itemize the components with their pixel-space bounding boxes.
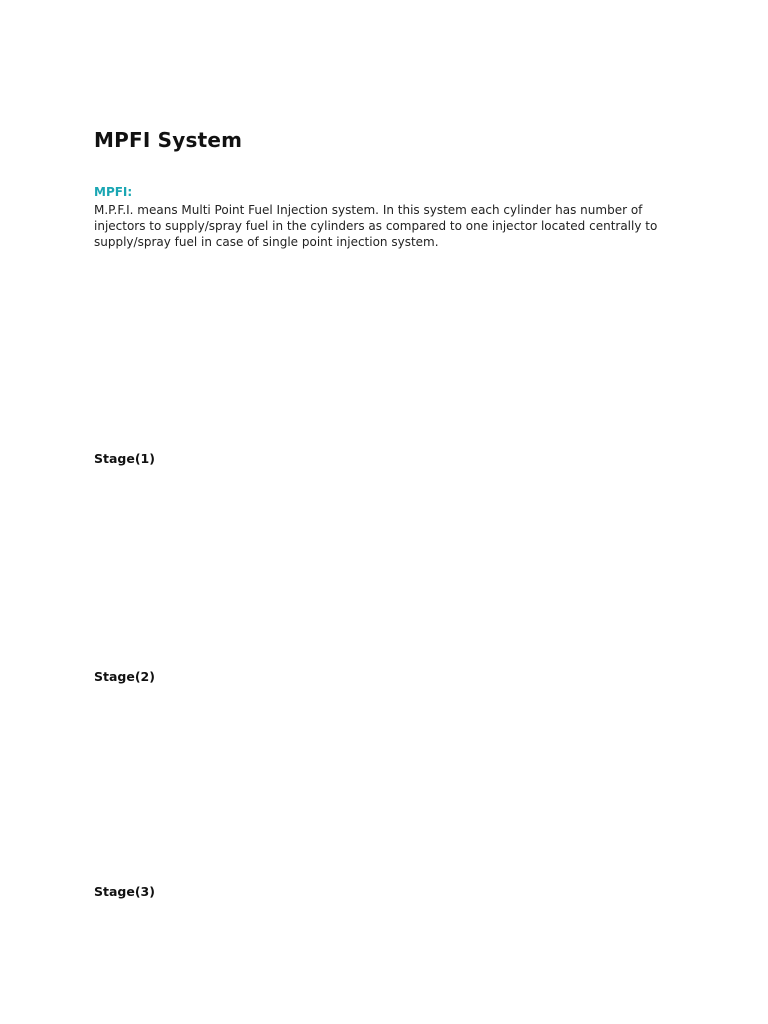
stage-2-heading: Stage(2) [94, 669, 155, 684]
section-label-mpfi: MPFI: [94, 185, 133, 199]
stage-1-heading: Stage(1) [94, 451, 155, 466]
page-title: MPFI System [94, 128, 243, 152]
stage-3-heading: Stage(3) [94, 884, 155, 899]
body-paragraph: M.P.F.I. means Multi Point Fuel Injection system. In this system each cylinder has number of injectors to supply/spray fuel in the cylinders as compared to one injector located centrally to supply/spray fuel in case of single point injection system. [94, 203, 658, 249]
